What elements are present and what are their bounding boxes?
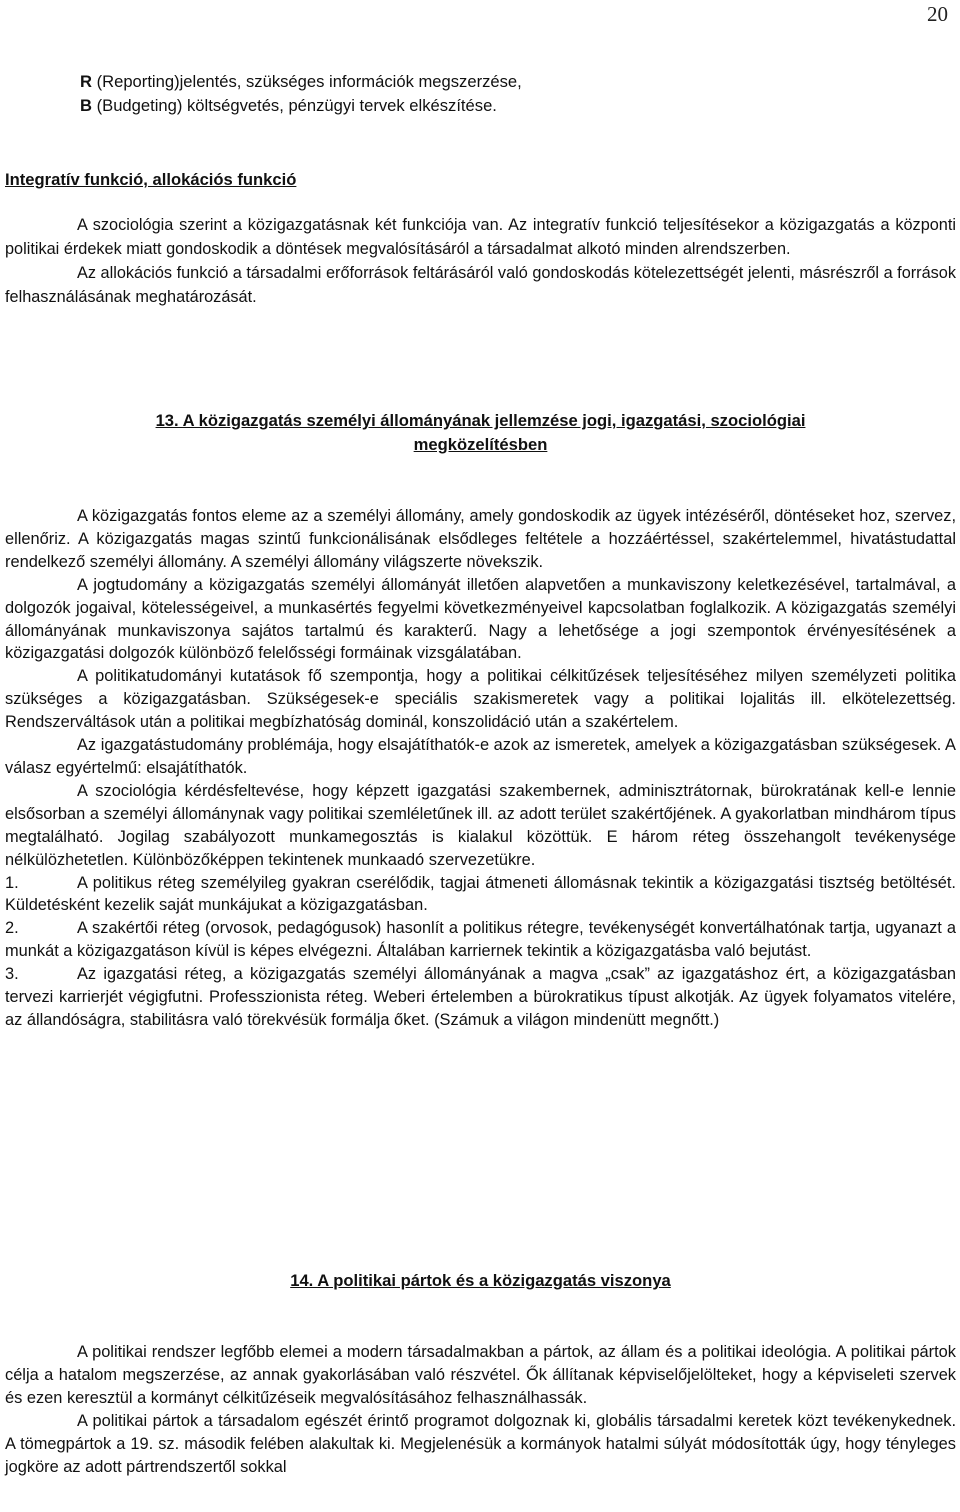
list-letter: B xyxy=(80,96,92,115)
numbered-item xyxy=(5,963,956,1032)
section-heading-14: 14. A politikai pártok és a közigazgatás viszonya xyxy=(290,1271,671,1290)
item-text: A szakértői réteg (orvosok, pedagógusok) hasonlít a politikus rétegre, tevékenységét konvertálhatónak tartja, ugyanazt a munkát a közigazgatáson kívül is képes elvégezni. Általában karriernek tekintik a közigazgatásba való bejutást. xyxy=(5,919,956,961)
section-13-body xyxy=(5,505,956,1032)
item-number: 3. xyxy=(5,965,19,984)
paragraph: A politikai rendszer legfőbb elemei a modern társadalmakban a pártok, az állam és a politikai ideológia. A politikai pártok célja a hatalom megszerzése, az annak gyakorlásában való részvétel. Ők állítanak képviselőjelölteket, hogy a képviseleti szervek és ezen keresztül a kormányt célkitűzéseik megvalósításához felhasználhassák. xyxy=(5,1343,956,1407)
section-integrativ-body xyxy=(5,213,956,309)
item-text: Az igazgatási réteg, a közigazgatás személyi állományának a magva „csak” az igazgatáshoz ért, a közigazgatásban tervezi karrierjét végigfutni. Professzionista réteg. Weberi értelemben a bürokratikus típust alkotják. Az ügyek folyamatos vitelére, az állandóságra, stabilitásra való törekvésük formálja őket. (Számuk a világon mindenütt megnőtt.) xyxy=(5,965,956,1029)
list-text: (Budgeting) költségvetés, pénzügyi tervek elkészítése. xyxy=(91,96,497,115)
paragraph: A szociológia szerint a közigazgatásnak két funkciója van. Az integratív funkció teljesítésekor a közigazgatás a központi politikai érdekek miatt gondoskodik a döntések megvalósításáról a társadalmat alkotó minden alrendszerben. xyxy=(5,216,956,258)
section-heading-13 xyxy=(5,409,956,457)
list-item-reporting xyxy=(80,70,956,94)
item-text: A politikus réteg személyileg gyakran cserélődik, tagjai átmeneti állomásnak tekintik a közigazgatási tisztség betöltését. Küldetésként kezelik saját munkájukat a közigazgatásban. xyxy=(5,873,956,915)
heading-line: megközelítésben xyxy=(413,435,548,454)
section-14-body xyxy=(5,1341,956,1478)
numbered-item xyxy=(5,917,956,963)
rb-list xyxy=(80,70,956,118)
heading-line: 13. A közigazgatás személyi állományának jellemzése jogi, igazgatási, szociológiai xyxy=(155,411,806,430)
item-number: 1. xyxy=(5,873,19,892)
list-item-budgeting xyxy=(80,94,956,118)
list-text: (Reporting)jelentés, szükséges információk megszerzése, xyxy=(91,72,522,91)
section-heading-integrativ: Integratív funkció, allokációs funkció xyxy=(5,170,297,189)
paragraph: Az allokációs funkció a társadalmi erőforrások feltárásáról való gondoskodás kötelezettségét jelenti, másrészről a források felhasználásának meghatározását. xyxy=(5,264,956,306)
paragraph: Az igazgatástudomány problémája, hogy elsajátíthatók-e azok az ismeretek, amelyek a közigazgatásban szükségesek. A válasz egyértelmű: elsajátíthatók. xyxy=(5,736,956,777)
paragraph: A jogtudomány a közigazgatás személyi állományát illetően alapvetően a munkaviszony keletkezésével, tartalmával, a dolgozók jogaival, kötelességeivel, a munkasértés fegyelmi következményeivel kapcsolatban foglalkozik. A közigazgatás személyi állományának munkaviszonya sajátos tartalmú és karakterű. Nagy a lehetősége a jogi szempontok érvényesítésének a közigazgatási dolgozók különböző felelősségi formáinak vizsgálatában. xyxy=(5,575,956,663)
list-letter: R xyxy=(80,72,92,91)
numbered-item xyxy=(5,872,956,918)
paragraph: A politikai pártok a társadalom egészét érintő programot dolgoznak ki, globális társadalmi keretek közt tevékenykednek. A tömegpártok a 19. sz. második felében alakultak ki. Megjelenésük a kormányok hatalmi súlyát módosították úgy, hogy tényleges jogköre az adott pártrendszertől sokkal xyxy=(5,1411,956,1476)
item-number: 2. xyxy=(5,919,19,938)
paragraph: A politikatudományi kutatások fő szempontja, hogy a politikai célkitűzések teljesítéséhez milyen személyzeti politika szükséges a közigazgatásban. Szükségesek-e speciális szakismeretek vagy a politikai lojalitás ill. elkötelezettség. Rendszerváltások után a politikai megbízhatóság dominál, konszolidáció után a szakértelem. xyxy=(5,667,956,732)
paragraph: A közigazgatás fontos eleme az a személyi állomány, amely gondoskodik az ügyek intézéséről, döntéseket hoz, szervez, ellenőriz. A közigazgatás magas szintű funkcionálisának elsődleges feltétele a hozzáértéssel, szakértelemmel, hivatástudattal rendelkező személyi állomány. A személyi állomány világszerte növekszik. xyxy=(5,507,956,571)
page-number: 20 xyxy=(927,2,948,26)
paragraph: A szociológia kérdésfeltevése, hogy képzett igazgatási szakembernek, adminisztrátornak, bürokratának kell-e lennie elsősorban a személyi állománynak vagy politikai szemléletűnek ill. az adott terület szakértőjének. A gyakorlatban mindhárom típus megtalálható. Jogilag szabályozott munkamegosztás is kialakul közöttük. E három réteg összehangolt tevékenysége nélkülözhetetlen. Különbözőképpen tekintenek munkaadó szervezetükre. xyxy=(5,781,956,869)
